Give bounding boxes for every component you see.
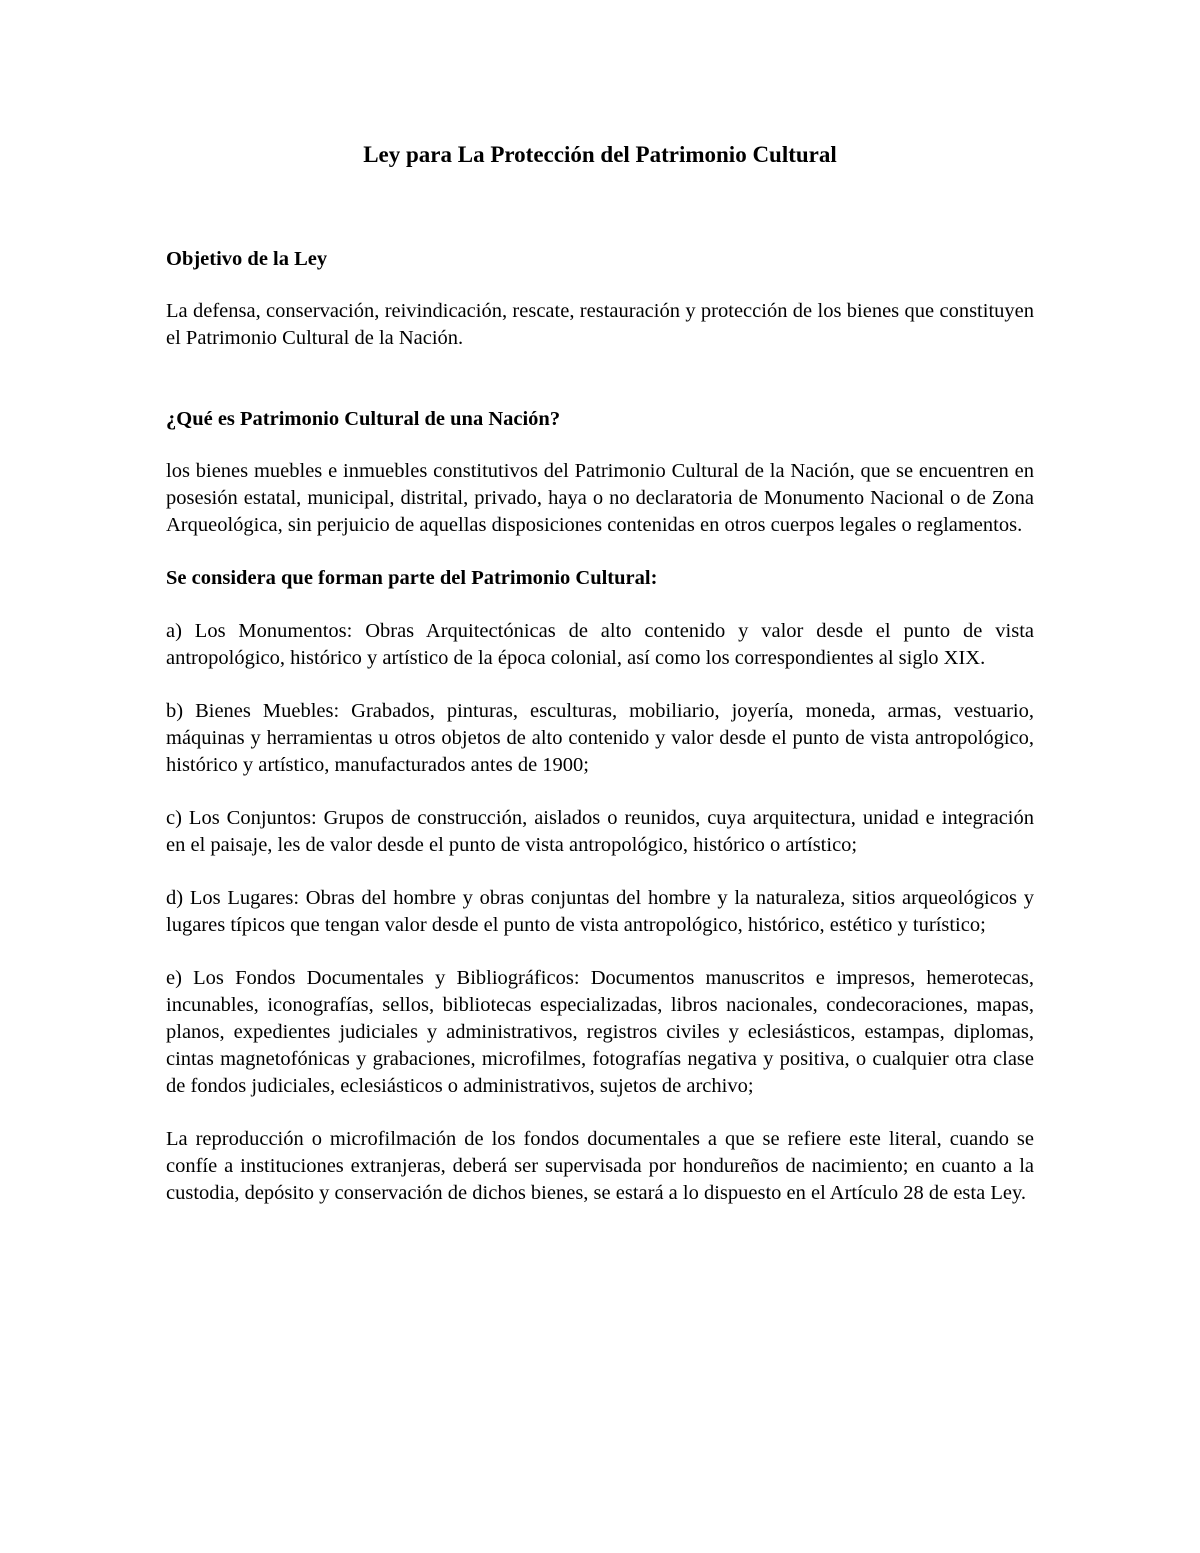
paragraph-item-b-bienes-muebles: b) Bienes Muebles: Grabados, pinturas, esculturas, mobiliario, joyería, moneda, armas, vestuario, máquinas y herramientas u otros objetos de alto contenido y valor desde el punto de vista antropológico, histórico y artístico, manufacturados antes de 1900; [166,700,1034,776]
paragraph-item-a-monumentos: a) Los Monumentos: Obras Arquitectónicas de alto contenido y valor desde el punto de vista antropológico, histórico y artístico de la época colonial, así como los correspondientes al siglo XIX. [166,620,1034,669]
paragraph-objetivo: La defensa, conservación, reivindicación, rescate, restauración y protección de los bienes que constituyen el Patrimonio Cultural de la Nación. [166,300,1034,349]
paragraph-reproduccion: La reproducción o microfilmación de los fondos documentales a que se refiere este literal, cuando se confíe a instituciones extranjeras, deberá ser supervisada por hondureños de nacimiento; en cuanto a la custodia, depósito y conservación de dichos bienes, se estará a lo dispuesto en el Artículo 28 de esta Ley. [166,1128,1034,1204]
paragraph-que-es: los bienes muebles e inmuebles constitutivos del Patrimonio Cultural de la Nación, que se encuentren en posesión estatal, municipal, distrital, privado, haya o no declaratoria de Monumento Nacional o de Zona Arqueológica, sin perjuicio de aquellas disposiciones contenidas en otros cuerpos legales o reglamentos. [166,460,1034,536]
document-page [166,140,1034,1207]
section-heading-objetivo: Objetivo de la Ley [166,248,328,270]
paragraph-item-c-conjuntos: c) Los Conjuntos: Grupos de construcción, aislados o reunidos, cuya arquitectura, unidad e integración en el paisaje, les de valor desde el punto de vista antropológico, histórico o artístico; [166,807,1034,856]
paragraph-item-e-fondos-documentales: e) Los Fondos Documentales y Bibliográficos: Documentos manuscritos e impresos, hemerotecas, incunables, iconografías, sellos, bibliotecas especializadas, libros nacionales, condecoraciones, mapas, planos, expedientes judiciales y administrativos, registros civiles y eclesiásticos, estampas, diplomas, cintas magnetofónicas y grabaciones, microfilmes, fotografías negativa y positiva, o cualquier otra clase de fondos judiciales, eclesiásticos o administrativos, sujetos de archivo; [166,967,1034,1097]
document-title: Ley para La Protección del Patrimonio Cultural [363,142,837,167]
section-heading-forman-parte: Se considera que forman parte del Patrimonio Cultural: [166,567,658,589]
paragraph-item-d-lugares: d) Los Lugares: Obras del hombre y obras conjuntas del hombre y la naturaleza, sitios arqueológicos y lugares típicos que tengan valor desde el punto de vista antropológico, histórico, estético y turístico; [166,887,1034,936]
section-heading-que-es: ¿Qué es Patrimonio Cultural de una Nación? [166,408,561,430]
